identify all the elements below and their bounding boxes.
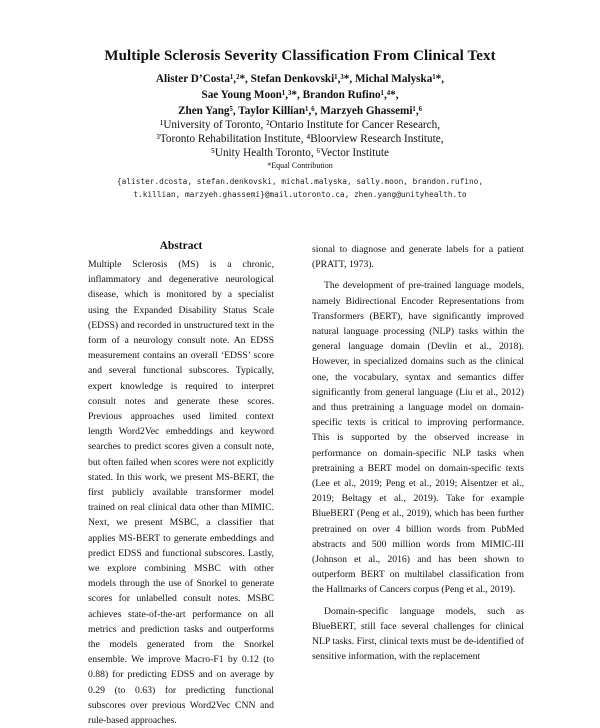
intro-paragraph-1: sional to diagnose and generate labels for a patient (PRATT, 1973).	[312, 244, 524, 271]
abstract-heading: Abstract	[159, 240, 203, 252]
affiliation-line-3: ⁵Unity Health Toronto, ⁶Vector Institute	[210, 147, 389, 159]
intro-paragraph-3: Domain-specific language models, such as BlueBERT, still face several challenges for clinical NLP tasks. First, clinical texts must be de-identified of sensitive information, with the replacement	[312, 605, 524, 663]
author-line-2: Sae Young Moon¹,³*, Brandon Rufino¹,⁴*,	[201, 89, 399, 101]
email-line-2: t.killian, marzyeh.ghassemi}@mail.utoronto.ca, zhen.yang@unityhealth.to	[133, 190, 467, 199]
paper-title: Multiple Sclerosis Severity Classification From Clinical Text	[104, 48, 496, 64]
author-line-3: Zhen Yang⁵, Taylor Killian¹,⁶, Marzyeh Ghassemi¹,⁶	[178, 105, 422, 117]
email-line-1: {alister.dcosta, stefan.denkovski, michal.malyska, sally.moon, brandon.rufino,	[116, 177, 484, 186]
intro-paragraph-2: The development of pre-trained language models, namely Bidirectional Encoder Representations from Transformers (BERT), have significantly improved natural language processing (NLP) tasks within the general language domain (Devlin et al., 2018). However, in specialized domains such as the clinical one, the vocabulary, syntax and semantics differ significantly from general language (Liu et al., 2012) and thus pretraining a language model on domain-specific texts is critical to improving performance. This is supported by the observed increase in performance on domain-specific NLP tasks when pretraining a BERT model on domain-specific texts (Lee et al., 2019; Peng et al., 2019; Alsentzer et al., 2019; Beltagy et al., 2019). Take for example BlueBERT (Peng et al., 2019), which has been further pretrained on over 4 billion words from PubMed abstracts and 500 million words from MIMIC-III (Johnson et al., 2016) and has been shown to outperform BERT on multilabel classification from the Hallmarks of Cancers corpus (Peng et al., 2019).	[312, 280, 524, 596]
equal-contribution-note: *Equal Contribution	[267, 161, 333, 170]
affiliation-line-2: ³Toronto Rehabilitation Institute, ⁴Bloorview Research Institute,	[156, 133, 444, 145]
author-line-1: Alister D’Costa¹,²*, Stefan Denkovski¹,³*, Michal Malyska¹*,	[155, 73, 445, 85]
intro-column	[312, 242, 524, 664]
abstract-paragraph: Multiple Sclerosis (MS) is a chronic, inflammatory and degenerative neurological disease, which is monitored by a specialist using the Expanded Disability Status Scale (EDSS) and recorded in unstructured text in the form of a neurology consult note. An EDSS measurement contains an overall ‘EDSS’ score and several functional subscores. Typically, expert knowledge is required to interpret consult notes and generate these scores. Previous approaches used limited context length Word2Vec embeddings and keyword searches to predict scores given a consult note, but often failed when scores were not explicitly stated. In this work, we present MS-BERT, the first publicly available transformer model trained on real clinical data other than MIMIC. Next, we present MSBC, a classifier that applies MS-BERT to generate embeddings and predict EDSS and functional subscores. Lastly, we explore combining MSBC with other models through the use of Snorkel to generate scores for unlabelled consult notes. MSBC achieves state-of-the-art performance on all metrics and prediction tasks and outperforms the models generated from the Snorkel ensemble. We improve Macro-F1 by 0.12 (to 0.88) for predicting EDSS and on average by 0.29 (to 0.63) for predicting functional subscores over previous Word2Vec CNN and rule-based approaches.	[88, 259, 274, 727]
abstract-column	[88, 257, 274, 728]
affiliation-line-1: ¹University of Toronto, ²Ontario Institute for Cancer Research,	[159, 119, 441, 131]
